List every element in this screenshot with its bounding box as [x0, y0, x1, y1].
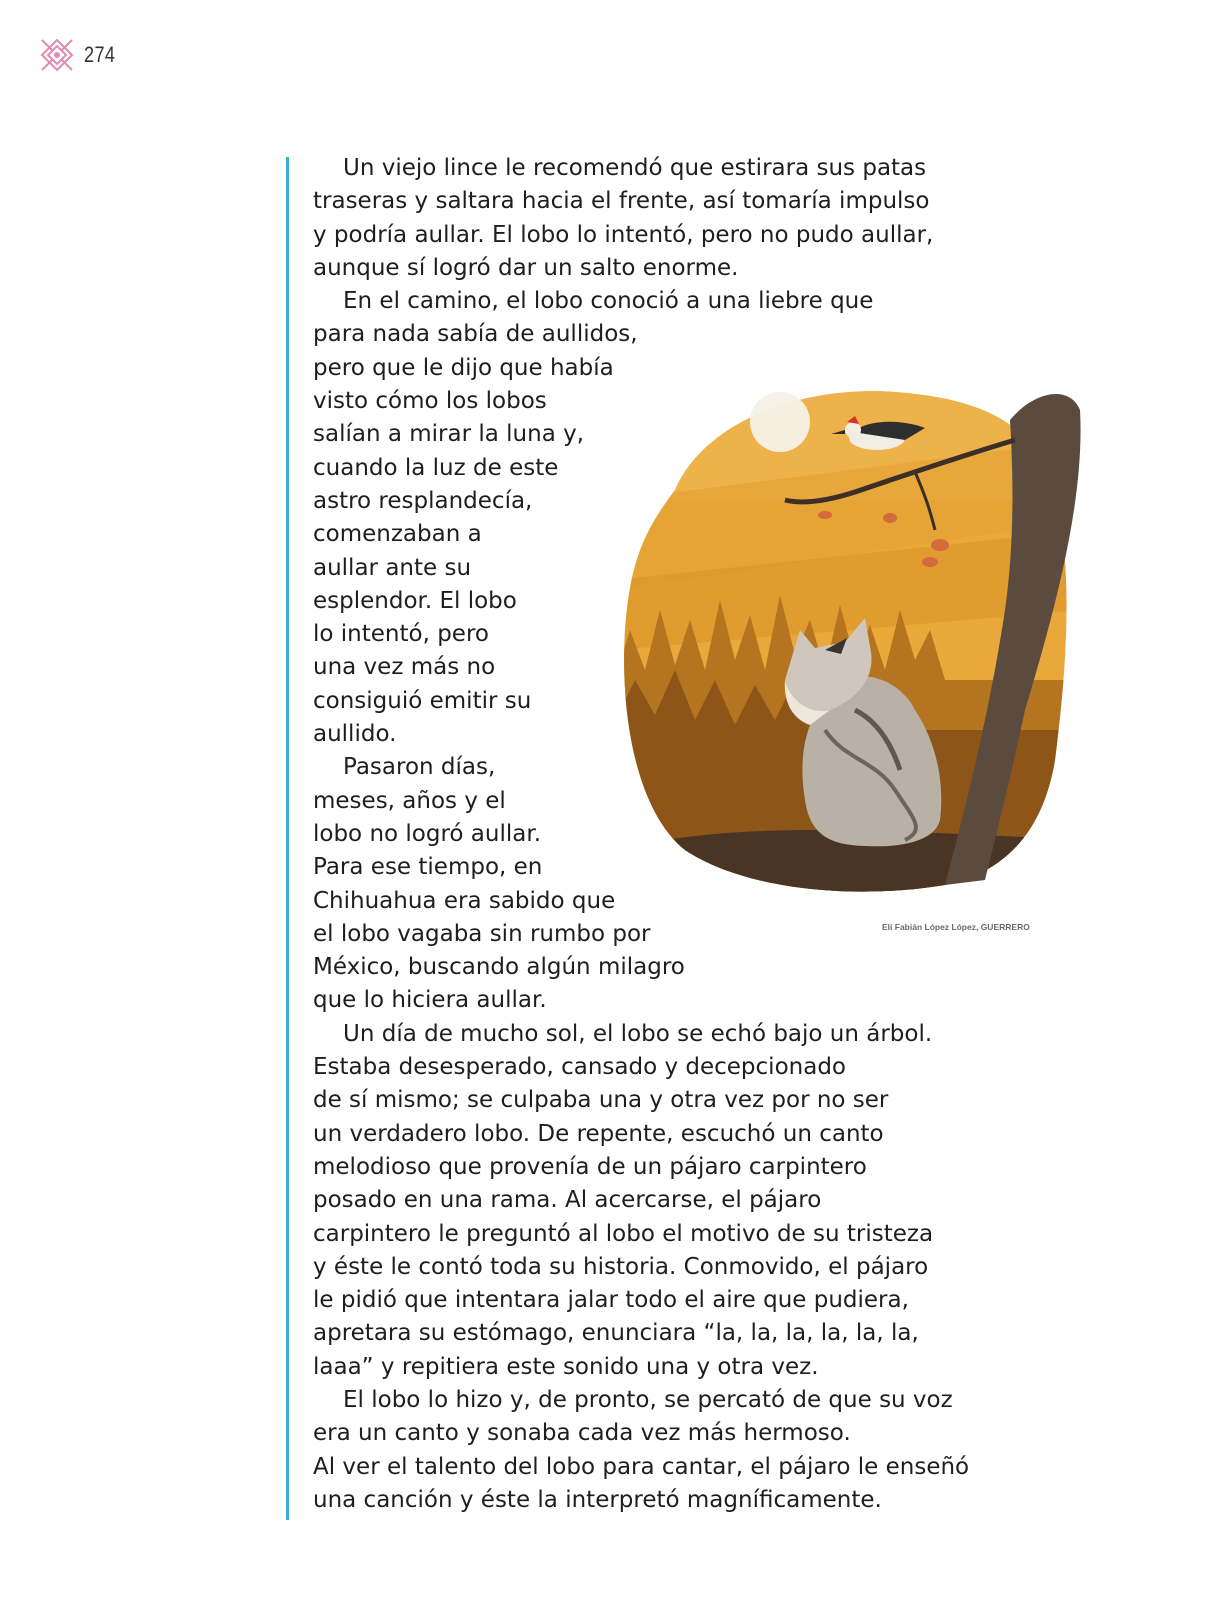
text-line: consiguió emitir su	[313, 687, 532, 714]
text-line: Chihuahua era sabido que	[313, 887, 616, 914]
text-line: posado en una rama. Al acercarse, el pájaro	[313, 1187, 822, 1214]
page-header	[40, 38, 122, 72]
wolf-moon-woodpecker-illustration	[615, 380, 1085, 900]
diamond-ornament-icon	[40, 38, 74, 72]
text-line: pero que le dijo que había	[313, 354, 614, 381]
text-line: aullar ante su	[313, 554, 472, 581]
text-line: lobo no logró aullar.	[313, 820, 542, 847]
text-line: salían a mirar la luna y,	[313, 421, 585, 448]
text-line: México, buscando algún milagro	[313, 954, 685, 981]
text-line: una vez más no	[313, 654, 496, 681]
text-line: comenzaban a	[313, 521, 482, 548]
text-line: melodioso que provenía de un pájaro carpintero	[313, 1153, 867, 1180]
text-line: Un viejo lince le recomendó que estirara sus patas	[343, 155, 927, 181]
text-line: traseras y saltara hacia el frente, así tomaría impulso	[313, 188, 930, 215]
text-line: de sí mismo; se culpaba una y otra vez por no ser	[313, 1087, 889, 1114]
illustration-credit: Elí Fabián López López, GUERRERO	[882, 922, 1030, 932]
text-line: Estaba desesperado, cansado y decepcionado	[313, 1054, 846, 1081]
text-line: Un día de mucho sol, el lobo se echó bajo un árbol.	[343, 1020, 933, 1047]
text-line: para nada sabía de aullidos,	[313, 321, 638, 348]
text-line: carpintero le preguntó al lobo el motivo de su tristeza	[313, 1220, 934, 1247]
text-line: esplendor. El lobo	[313, 587, 517, 614]
text-line: apretara su estómago, enunciara “la, la, la, la, la, la,	[313, 1320, 919, 1347]
text-line: astro resplandecía,	[313, 487, 533, 514]
text-line: meses, años y el	[313, 787, 506, 814]
text-line: Pasaron días,	[343, 754, 496, 781]
text-line: aunque sí logró dar un salto enorme.	[313, 254, 739, 281]
page-number: 274	[84, 42, 116, 67]
text-line: y éste le contó toda su historia. Conmovido, el pájaro	[313, 1253, 929, 1280]
text-line: visto cómo los lobos	[313, 388, 547, 415]
text-line: le pidió que intentara jalar todo el aire que pudiera,	[313, 1287, 909, 1314]
text-line: aullido.	[313, 721, 397, 748]
text-line: un verdadero lobo. De repente, escuchó un canto	[313, 1120, 884, 1147]
moon-icon	[750, 392, 810, 452]
text-line: el lobo vagaba sin rumbo por	[313, 920, 651, 947]
text-line: laaa” y repitiera este sonido una y otra vez.	[313, 1353, 819, 1380]
accent-rule	[286, 157, 289, 1520]
text-line: lo intentó, pero	[313, 621, 489, 648]
text-line: El lobo lo hizo y, de pronto, se percató de que su voz	[343, 1386, 953, 1413]
text-line: y podría aullar. El lobo lo intentó, pero no pudo aullar,	[313, 221, 934, 248]
text-line: que lo hiciera aullar.	[313, 987, 547, 1014]
text-line: cuando la luz de este	[313, 454, 559, 481]
text-line: una canción y éste la interpretó magníficamente.	[313, 1486, 882, 1513]
text-line: era un canto y sonaba cada vez más hermoso.	[313, 1420, 851, 1447]
text-line: Al ver el talento del lobo para cantar, el pájaro le enseñó	[313, 1453, 970, 1480]
text-line: En el camino, el lobo conoció a una liebre que	[343, 288, 874, 315]
text-line: Para ese tiempo, en	[313, 854, 543, 881]
